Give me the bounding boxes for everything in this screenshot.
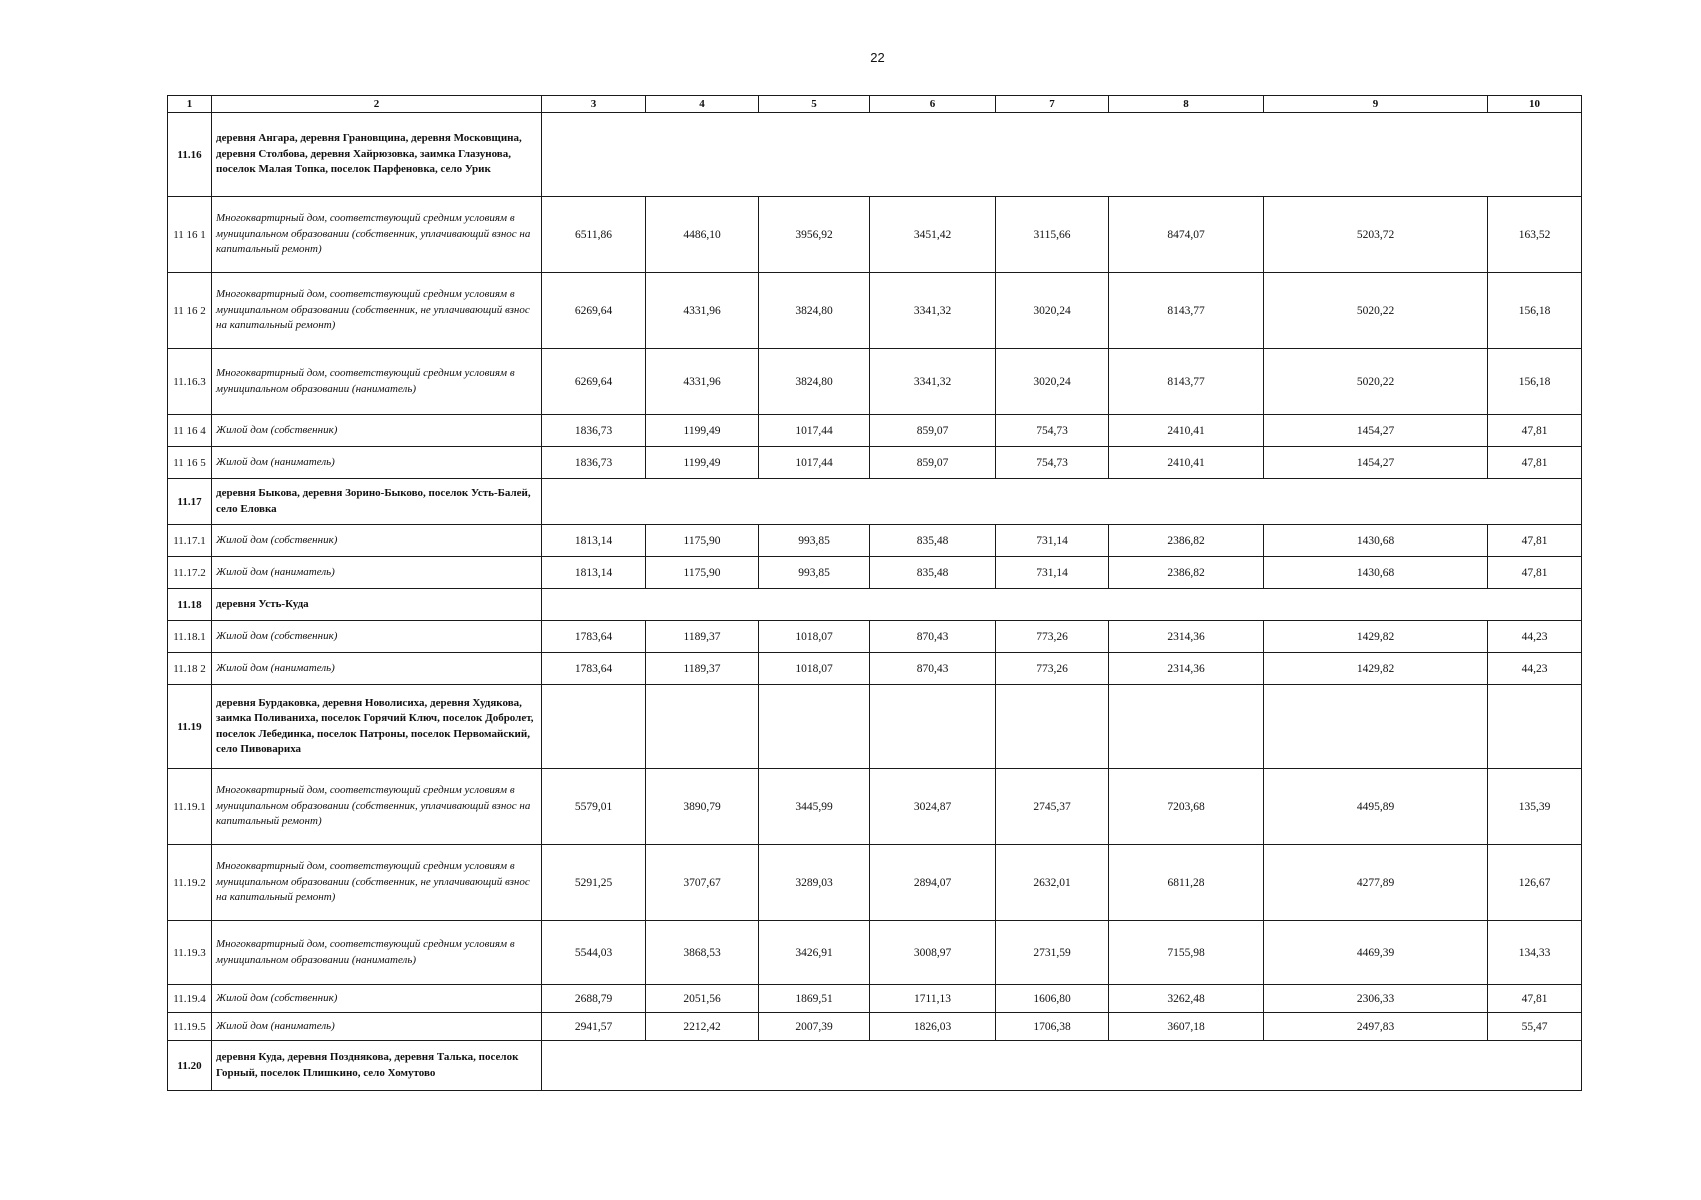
value-cell: 1017,44 (759, 415, 870, 447)
value-cell: 3115,66 (996, 197, 1109, 273)
value-cell: 7203,68 (1109, 769, 1264, 845)
empty-cell (1488, 685, 1582, 769)
value-cell: 2007,39 (759, 1013, 870, 1041)
value-cell: 7155,98 (1109, 921, 1264, 985)
value-cell: 4331,96 (646, 273, 759, 349)
tariff-table (167, 95, 1582, 1091)
value-cell: 731,14 (996, 557, 1109, 589)
housing-type: Многоквартирный дом, соответствующий средним условиям в муниципальном образовании (наниматель) (212, 921, 542, 985)
value-cell: 1018,07 (759, 621, 870, 653)
value-cell: 835,48 (870, 557, 996, 589)
value-cell: 3426,91 (759, 921, 870, 985)
value-cell: 1189,37 (646, 653, 759, 685)
empty-cell (1109, 685, 1264, 769)
value-cell: 4277,89 (1264, 845, 1488, 921)
value-cell: 3341,32 (870, 349, 996, 415)
value-cell: 3707,67 (646, 845, 759, 921)
housing-type: Жилой дом (собственник) (212, 985, 542, 1013)
value-cell: 870,43 (870, 621, 996, 653)
value-cell: 3824,80 (759, 349, 870, 415)
value-cell: 4469,39 (1264, 921, 1488, 985)
value-cell: 1454,27 (1264, 415, 1488, 447)
value-cell: 1017,44 (759, 447, 870, 479)
row-code: 11.18 2 (168, 653, 212, 685)
group-row (168, 589, 1582, 621)
row-code: 11.16 (168, 113, 212, 197)
value-cell: 1813,14 (542, 557, 646, 589)
value-cell: 1706,38 (996, 1013, 1109, 1041)
housing-type: Многоквартирный дом, соответствующий средним условиям в муниципальном образовании (собственник, не уплачивающий взнос на капитальный ремонт) (212, 845, 542, 921)
value-cell: 156,18 (1488, 273, 1582, 349)
table-row (168, 415, 1582, 447)
row-code: 11.19.3 (168, 921, 212, 985)
housing-type: Жилой дом (наниматель) (212, 653, 542, 685)
value-cell: 1199,49 (646, 415, 759, 447)
housing-type: Жилой дом (собственник) (212, 525, 542, 557)
group-row (168, 685, 1582, 769)
value-cell: 3024,87 (870, 769, 996, 845)
value-cell: 44,23 (1488, 621, 1582, 653)
value-cell: 2386,82 (1109, 525, 1264, 557)
value-cell: 3262,48 (1109, 985, 1264, 1013)
table-row (168, 921, 1582, 985)
value-cell: 1430,68 (1264, 525, 1488, 557)
group-row (168, 1041, 1582, 1091)
column-header: 6 (870, 96, 996, 113)
value-cell: 4495,89 (1264, 769, 1488, 845)
value-cell: 6269,64 (542, 349, 646, 415)
row-code: 11.20 (168, 1041, 212, 1091)
empty-cell (542, 685, 646, 769)
value-cell: 126,67 (1488, 845, 1582, 921)
value-cell: 134,33 (1488, 921, 1582, 985)
value-cell: 47,81 (1488, 447, 1582, 479)
value-cell: 2410,41 (1109, 447, 1264, 479)
value-cell: 3451,42 (870, 197, 996, 273)
column-header: 5 (759, 96, 870, 113)
row-code: 11.18.1 (168, 621, 212, 653)
value-cell: 2745,37 (996, 769, 1109, 845)
value-cell: 2688,79 (542, 985, 646, 1013)
value-cell: 2306,33 (1264, 985, 1488, 1013)
value-cell: 2386,82 (1109, 557, 1264, 589)
value-cell: 2941,57 (542, 1013, 646, 1041)
value-cell: 47,81 (1488, 525, 1582, 557)
value-cell: 4486,10 (646, 197, 759, 273)
settlement-list: деревня Быкова, деревня Зорино-Быково, поселок Усть-Балей, село Еловка (212, 479, 542, 525)
housing-type: Жилой дом (наниматель) (212, 1013, 542, 1041)
value-cell: 6811,28 (1109, 845, 1264, 921)
value-cell: 3824,80 (759, 273, 870, 349)
settlement-list: деревня Куда, деревня Позднякова, деревня Талька, поселок Горный, поселок Плишкино, село Хомутово (212, 1041, 542, 1091)
value-cell: 5203,72 (1264, 197, 1488, 273)
housing-type: Жилой дом (собственник) (212, 415, 542, 447)
column-header: 3 (542, 96, 646, 113)
value-cell: 993,85 (759, 525, 870, 557)
housing-type: Жилой дом (собственник) (212, 621, 542, 653)
table-row (168, 985, 1582, 1013)
housing-type: Многоквартирный дом, соответствующий средним условиям в муниципальном образовании (собственник, не уплачивающий взнос на капитальный ремонт) (212, 273, 542, 349)
column-header: 9 (1264, 96, 1488, 113)
value-cell: 2051,56 (646, 985, 759, 1013)
housing-type: Многоквартирный дом, соответствующий средним условиям в муниципальном образовании (собственник, уплачивающий взнос на капитальный ремонт) (212, 197, 542, 273)
value-cell: 1836,73 (542, 447, 646, 479)
value-cell: 156,18 (1488, 349, 1582, 415)
value-cell: 1189,37 (646, 621, 759, 653)
value-cell: 859,07 (870, 415, 996, 447)
column-header: 8 (1109, 96, 1264, 113)
value-cell: 1826,03 (870, 1013, 996, 1041)
value-cell: 6269,64 (542, 273, 646, 349)
value-cell: 773,26 (996, 621, 1109, 653)
empty-cell (542, 589, 1582, 621)
value-cell: 2497,83 (1264, 1013, 1488, 1041)
empty-cell (996, 685, 1109, 769)
value-cell: 1783,64 (542, 653, 646, 685)
empty-cell (759, 685, 870, 769)
value-cell: 1606,80 (996, 985, 1109, 1013)
value-cell: 1869,51 (759, 985, 870, 1013)
empty-cell (542, 1041, 1582, 1091)
value-cell: 3956,92 (759, 197, 870, 273)
value-cell: 55,47 (1488, 1013, 1582, 1041)
table-row (168, 447, 1582, 479)
value-cell: 1175,90 (646, 557, 759, 589)
value-cell: 5579,01 (542, 769, 646, 845)
value-cell: 6511,86 (542, 197, 646, 273)
value-cell: 1711,13 (870, 985, 996, 1013)
value-cell: 135,39 (1488, 769, 1582, 845)
value-cell: 773,26 (996, 653, 1109, 685)
table-body (168, 113, 1582, 1091)
value-cell: 993,85 (759, 557, 870, 589)
value-cell: 1454,27 (1264, 447, 1488, 479)
value-cell: 5291,25 (542, 845, 646, 921)
value-cell: 4331,96 (646, 349, 759, 415)
housing-type: Многоквартирный дом, соответствующий средним условиям в муниципальном образовании (наниматель) (212, 349, 542, 415)
value-cell: 859,07 (870, 447, 996, 479)
row-code: 11.19.5 (168, 1013, 212, 1041)
value-cell: 3020,24 (996, 273, 1109, 349)
housing-type: Жилой дом (наниматель) (212, 557, 542, 589)
value-cell: 5544,03 (542, 921, 646, 985)
row-code: 11 16 5 (168, 447, 212, 479)
value-cell: 1836,73 (542, 415, 646, 447)
value-cell: 1175,90 (646, 525, 759, 557)
header-row (168, 96, 1582, 113)
value-cell: 2212,42 (646, 1013, 759, 1041)
value-cell: 2632,01 (996, 845, 1109, 921)
table-row (168, 621, 1582, 653)
settlement-list: деревня Бурдаковка, деревня Новолисиха, деревня Худякова, заимка Поливаниха, поселок Горячий Ключ, поселок Добролет, поселок Лебединка, поселок Патроны, поселок Первомайский, село Пивовариха (212, 685, 542, 769)
value-cell: 1429,82 (1264, 621, 1488, 653)
row-code: 11.19.4 (168, 985, 212, 1013)
table-row (168, 1013, 1582, 1041)
value-cell: 754,73 (996, 447, 1109, 479)
value-cell: 3868,53 (646, 921, 759, 985)
row-code: 11.17.1 (168, 525, 212, 557)
value-cell: 754,73 (996, 415, 1109, 447)
settlement-list: деревня Ангара, деревня Грановщина, деревня Московщина, деревня Столбова, деревня Хайрюзовка, заимка Глазунова, поселок Малая Топка, поселок Парфеновка, село Урик (212, 113, 542, 197)
empty-cell (646, 685, 759, 769)
settlement-list: деревня Усть-Куда (212, 589, 542, 621)
table-row (168, 349, 1582, 415)
value-cell: 2731,59 (996, 921, 1109, 985)
value-cell: 835,48 (870, 525, 996, 557)
value-cell: 1430,68 (1264, 557, 1488, 589)
value-cell: 5020,22 (1264, 349, 1488, 415)
value-cell: 3008,97 (870, 921, 996, 985)
row-code: 11.17 (168, 479, 212, 525)
column-header: 7 (996, 96, 1109, 113)
value-cell: 3607,18 (1109, 1013, 1264, 1041)
value-cell: 3445,99 (759, 769, 870, 845)
page-number: 22 (870, 50, 885, 65)
value-cell: 3341,32 (870, 273, 996, 349)
value-cell: 2314,36 (1109, 621, 1264, 653)
value-cell: 1199,49 (646, 447, 759, 479)
empty-cell (542, 113, 1582, 197)
value-cell: 3020,24 (996, 349, 1109, 415)
value-cell: 47,81 (1488, 985, 1582, 1013)
value-cell: 2314,36 (1109, 653, 1264, 685)
row-code: 11.19.1 (168, 769, 212, 845)
table-row (168, 525, 1582, 557)
empty-cell (870, 685, 996, 769)
table-row (168, 845, 1582, 921)
value-cell: 1429,82 (1264, 653, 1488, 685)
row-code: 11 16 1 (168, 197, 212, 273)
value-cell: 731,14 (996, 525, 1109, 557)
value-cell: 2894,07 (870, 845, 996, 921)
value-cell: 8143,77 (1109, 273, 1264, 349)
table-row (168, 557, 1582, 589)
value-cell: 870,43 (870, 653, 996, 685)
value-cell: 47,81 (1488, 415, 1582, 447)
value-cell: 5020,22 (1264, 273, 1488, 349)
column-header: 10 (1488, 96, 1582, 113)
column-header: 1 (168, 96, 212, 113)
column-header: 2 (212, 96, 542, 113)
group-row (168, 113, 1582, 197)
value-cell: 1018,07 (759, 653, 870, 685)
row-code: 11.19 (168, 685, 212, 769)
value-cell: 1813,14 (542, 525, 646, 557)
row-code: 11 16 2 (168, 273, 212, 349)
row-code: 11.17.2 (168, 557, 212, 589)
value-cell: 163,52 (1488, 197, 1582, 273)
row-code: 11.16.3 (168, 349, 212, 415)
group-row (168, 479, 1582, 525)
table-row (168, 273, 1582, 349)
table-row (168, 769, 1582, 845)
housing-type: Жилой дом (наниматель) (212, 447, 542, 479)
empty-cell (1264, 685, 1488, 769)
value-cell: 2410,41 (1109, 415, 1264, 447)
value-cell: 47,81 (1488, 557, 1582, 589)
table-row (168, 653, 1582, 685)
empty-cell (542, 479, 1582, 525)
column-header: 4 (646, 96, 759, 113)
housing-type: Многоквартирный дом, соответствующий средним условиям в муниципальном образовании (собственник, уплачивающий взнос на капитальный ремонт) (212, 769, 542, 845)
value-cell: 8474,07 (1109, 197, 1264, 273)
value-cell: 3289,03 (759, 845, 870, 921)
value-cell: 44,23 (1488, 653, 1582, 685)
row-code: 11.18 (168, 589, 212, 621)
value-cell: 3890,79 (646, 769, 759, 845)
value-cell: 8143,77 (1109, 349, 1264, 415)
row-code: 11.19.2 (168, 845, 212, 921)
value-cell: 1783,64 (542, 621, 646, 653)
row-code: 11 16 4 (168, 415, 212, 447)
table-row (168, 197, 1582, 273)
